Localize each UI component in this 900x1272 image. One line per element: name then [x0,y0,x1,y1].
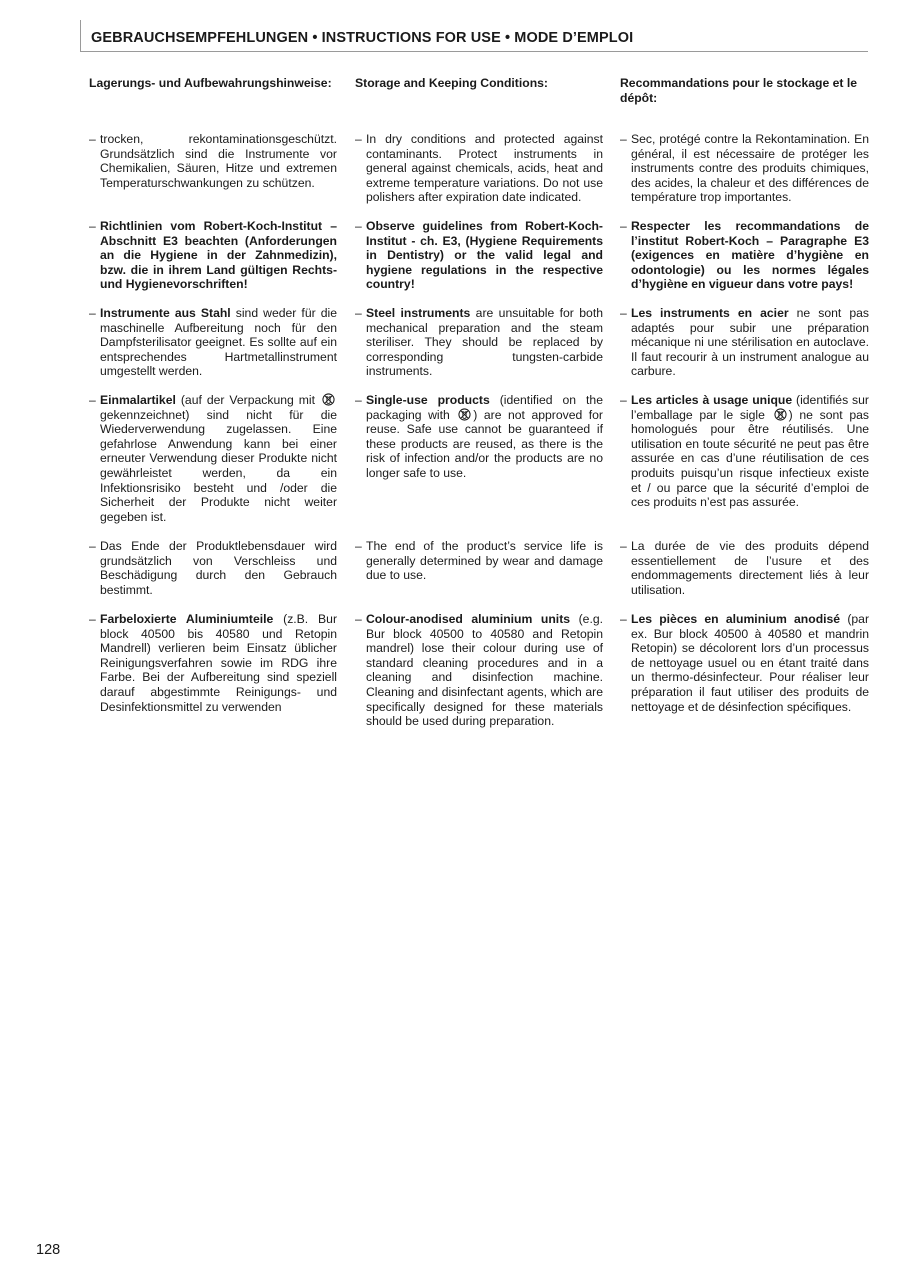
item-bold-text: Instrumente aus Stahl [100,306,231,320]
list-item-storage [355,132,603,219]
item-text: (e.g. Bur block 40500 to 40580 and Retopin mandrel) lose their colour during use of standard cleaning procedures and in a cleaning and disinfection machine. Cleaning and disinfectant agents, which are specifically designed for these materials should be used during preparation. [366,612,603,729]
column-english [355,76,603,729]
list-item-steel-instruments [355,306,603,393]
list-dash: – [620,612,627,626]
item-bold-text: Farbeloxierte Aluminiumteile [100,612,274,626]
list-item-single-use [355,393,603,539]
item-text: ) ne sont pas homologués pour être réutilisés. Une utilisation en toute sécurité ne peut pas être assurée en cas d’une réutilisation de ces produits puisqu’un risque infectieux existe et / ou parce que la sécurité d’emploi de ces produits n’est pas assurée. [631,407,869,510]
item-bold-text: Observe guidelines from Robert-Koch-Institut - ch. E3, (Hygiene Requirements in Dentistry) or the valid legal and hygiene regulations in the respective country! [366,219,603,292]
list-dash: – [620,306,627,320]
item-bold-text: Single-use products [366,393,490,407]
list-item-service-life [89,539,337,612]
item-text: (z.B. Bur block 40500 bis 40580 und Retopin Mandrell) verlieren beim Einsatz üblicher Reinigungsverfahren sowie im RDG ihre Farbe. Bei der Aufbereitung sind speziell darauf abgestimmte Reinigungs- und Desinfektionsmittel zu verwenden [100,612,338,714]
list-item-guidelines [89,219,337,306]
item-text: are unsuitable for both mechanical preparation and the steam steriliser. They should be replaced by corresponding tungsten-carbide instruments. [366,306,603,379]
page-header [80,20,868,52]
list-dash: – [355,539,362,553]
list-item-anodised-aluminium [620,612,869,714]
item-text: Das Ende der Produktlebensdauer wird grundsätzlich von Verschleiss und Beschädigung durch den Gebrauch bestimmt. [100,539,337,597]
list-dash: – [89,612,96,626]
list-item-storage [620,132,869,219]
list-item-anodised-aluminium [355,612,603,729]
list-dash: – [355,393,362,407]
column-german [89,76,337,714]
single-use-symbol-icon [322,393,335,406]
page-number: 128 [36,1242,61,1258]
list-dash: – [355,132,362,146]
list-item-steel-instruments [620,306,869,393]
list-item-service-life [620,539,869,612]
single-use-symbol-icon [458,408,471,421]
list-dash: – [89,393,96,407]
column-heading-german: Lagerungs- und Aufbewahrungshinweise: [89,76,332,90]
item-bold-text: Einmalartikel [100,393,176,407]
item-bold-text: Les instruments en acier [631,306,789,320]
list-dash: – [620,132,627,146]
item-bold-text: Respecter les recommandations de l’institut Robert-Koch – Paragraphe E3 (exigences en matière d’hygiène en odontologie) ou les normes légales d’hygiène en vigueur dans votre pays! [631,219,869,292]
list-dash: – [620,393,627,407]
column-french [620,76,869,714]
item-bold-text: Les pièces en aluminium anodisé [631,612,841,626]
list-dash: – [620,539,627,553]
item-bold-text: Richtlinien vom Robert-Koch-Institut – Abschnitt E3 beachten (Anforderungen an die Hygiene in der Zahnmedizin), bzw. die in ihrem Land gültigen Rechts- und Hygienevorschriften! [100,219,337,292]
single-use-symbol-icon [774,408,787,421]
item-text: ne sont pas adaptés pour subir une préparation mécanique ni une stérilisation en autoclave. Il faut recourir à un instrument analogue au carbure. [631,306,869,379]
list-dash: – [89,219,96,233]
list-item-single-use [620,393,869,539]
item-text: gekennzeichnet) sind nicht für die Wiederverwendung zugelassen. Eine gefahrlose Anwendung kann bei einer erneuter Verwendung dieser Produkte nicht gewährleistet werden, da ein Infektionsrisiko besteht und /oder die Sicherheit der Produkte nicht weiter gegeben ist. [100,407,337,524]
item-text: sind weder für die maschinelle Aufbereitung noch für den Dampfsterilisator geeignet. Es sollte auf ein entsprechendes Hartmetallinstrument umgestellt werden. [100,306,337,379]
list-item-guidelines [355,219,603,306]
list-dash: – [355,219,362,233]
list-dash: – [89,306,96,320]
item-bold-text: Les articles à usage unique [631,393,793,407]
item-text: (identified on the packaging with [366,393,603,422]
list-dash: – [89,539,96,553]
list-dash: – [355,612,362,626]
list-item-guidelines [620,219,869,306]
item-text: In dry conditions and protected against contaminants. Protect instruments in general against chemicals, acids, heat and extreme temperature variations. Do not use polishers after expiration date indicated. [366,132,603,205]
item-text: (identifiés sur l’emballage par le sigle [631,393,869,422]
item-bold-text: Colour-anodised aluminium units [366,612,571,626]
item-bold-text: Steel instruments [366,306,471,320]
item-text: (par ex. Bur block 40500 à 40580 et mandrin Retopin) se décolorent lors d’un processus de nettoyage usuel ou en étant traité dans un thermo-désinfecteur. Pour réaliser leur préparation il faut utiliser des produits de nettoyage et de désinfection spécifiques. [631,612,869,714]
list-dash: – [89,132,96,146]
page-title: GEBRAUCHSEMPFEHLUNGEN • INSTRUCTIONS FOR USE • MODE D’EMPLOI [91,30,634,46]
column-heading-english: Storage and Keeping Conditions: [355,76,548,90]
list-dash: – [620,219,627,233]
list-item-storage [89,132,337,219]
column-heading-french: Recommandations pour le stockage et le dépôt: [620,76,858,105]
item-text: Sec, protégé contre la Rekontamination. En général, il est nécessaire de protéger les instruments contre des produits chimiques, des acides, la chaleur et des différences de température trop importantes. [631,132,869,205]
item-text: The end of the product’s service life is generally determined by wear and damage due to use. [366,539,603,583]
list-item-anodised-aluminium [89,612,337,714]
list-dash: – [355,306,362,320]
item-text: (auf der Verpackung mit [175,393,316,407]
list-item-single-use [89,393,337,539]
item-text: La durée de vie des produits dépend essentiellement de l’usure et des endommagements directement liés à leur utilisation. [631,539,869,597]
list-item-steel-instruments [89,306,337,393]
item-text: trocken, rekontaminationsgeschützt. Grundsätzlich sind die Instrumente vor Chemikalien, Säuren, Hitze und extremen Temperaturschwankungen zu schützen. [100,132,337,190]
list-item-service-life [355,539,603,612]
item-text: ) are not approved for reuse. Safe use cannot be guaranteed if these products are reused, as there is the risk of infection and/or the products are no longer safe to use. [366,407,603,480]
